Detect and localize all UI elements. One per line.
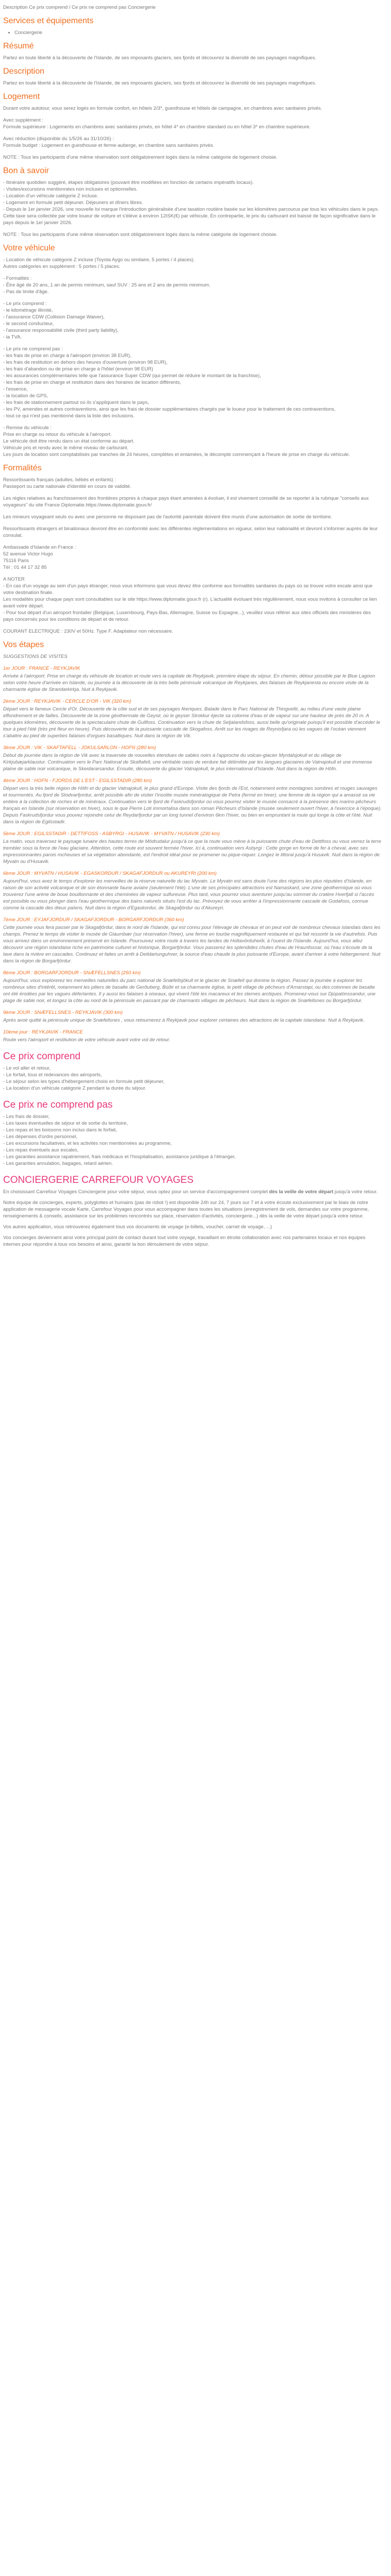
text-line: Autres catégories en supplément : 5 portes / 5 places. — [3, 264, 121, 269]
text-line: Le véhicule doit être rendu dans un état conforme au départ. — [3, 438, 135, 444]
text-line: - l'assurance responsabilité civile (third party liability), — [3, 328, 119, 333]
step-title: 4ème JOUR : HOFN - FJORDS DE L'EST - EGILSSTADIR (280 km) — [3, 778, 152, 784]
text-line: NOTE : Tous les participants d'une même réservation sont obligatoirement logés dans la même catégorie de logement choisie. — [3, 232, 278, 238]
text-line: - le kilométrage illimité, — [3, 308, 53, 313]
text-line: - Pas de limite d'âge. — [3, 289, 49, 295]
text-line: - En cas d'un voyage au sein d'un pays étranger, nous vous informons que vous devez être conforme aux formalités sanitaires du pays où se trouve votre escale ainsi que votre destination finale. — [3, 583, 373, 596]
text-line: - Itinéraire quotidien suggéré, étapes obligatoires (pouvant être modifiées en fonction de certains impératifs locaux). — [3, 180, 254, 185]
text-line: - Le vol aller et retour, — [3, 1065, 51, 1071]
text-line: Durant votre autotour, vous serez logés en formule confort, en hôtels 2/3*, guesthouse et hôtels de campagne, en chambres avec sanitaires privés. — [3, 106, 322, 111]
page-header: Description Ce prix comprend / Ce prix ne comprend pas Conciergerie — [3, 5, 156, 10]
spacer — [3, 520, 382, 526]
text-line: Avec supplément : — [3, 117, 43, 123]
bon-a-savoir-heading: Bon à savoir — [3, 166, 49, 175]
text-line: - Les repas éventuels aux escales, — [3, 1147, 79, 1153]
text-line: Véhicule pris et rendu avec le même niveau de carburant. — [3, 445, 128, 451]
text-line: - Formalités : — [3, 276, 32, 281]
text-line: - Les taxes éventuelles de séjour et de sortie du territoire, — [3, 1121, 128, 1126]
description-heading: Description — [3, 67, 45, 76]
vehicule-text — [3, 257, 382, 458]
text-line: 75116 Paris — [3, 558, 29, 564]
text-line: - Logement en formule petit déjeuner. Déjeuners et dîners libres. — [3, 200, 143, 206]
text-line: - la location de GPS, — [3, 393, 48, 399]
text-line: - les frais de prise en charge à l'aéroport (environ 38 EUR), — [3, 353, 132, 359]
text-line: - l'assurance CDW (Collision Damage Waiver), — [3, 314, 105, 320]
text-line: - Les excursions facultatives, et les activités non mentionnées au programme, — [3, 1141, 172, 1146]
text-line: - Le prix ne comprend pas : — [3, 346, 63, 352]
step-description: Aujourd'hui, vous avez le temps d'explorer les merveilles de la réserve naturelle du lac Myvatn. Le Myvatn est sans doute l'une des régions les plus réputées d'Islande, en raison de son activité volcanique et de son étonnante faune aviaire (seulement l'été). L'une de ses principales attractions est Namaskard, une zone géothermique où vous trouverez l'une arène de boue bouillonnante et des cheminées de vapeur sulfureuse. Plus tard, vous pourrez vous aventurer jusqu'au sommet du cratère Hverfjall si l'accès est possible ou vous plonger dans l'eau géothermique des bains naturels situés l'est du lac. Prévoyez de vous arrêter à l'impressionnante cascade de Godafoss, connue comme la cascade des dieux païens. Nuit dans la région d'Egaskordur, de Skagafjördur ou d'Akureyri. — [3, 878, 374, 911]
text-line: - Depuis le 1er janvier 2026, une nouvelle loi marque l'introduction généralisée d'une taxation routière basée sur les kilomètres parcourus par tous les véhicules dans le pays. Cette taxe sera collectée par votre loueur de voiture et s'élève à environ 12ISK(€) par véhicule. En contrepartie, le prix du carburant est baissé de façon significative dans le pays depuis le 1er janvier 2026. — [3, 207, 379, 226]
formalites-text — [3, 477, 382, 635]
text-line: - Le prix comprend : — [3, 301, 47, 307]
text-line: - la TVA. — [3, 334, 22, 340]
conciergerie-paragraph-1 — [3, 1189, 382, 1195]
text-line: - Les garanties assistance rapatriement, frais médicaux et l'hospitalisation, assistance juridique à l'étranger, — [3, 1154, 236, 1160]
comprend-heading: Ce prix comprend — [3, 1051, 80, 1062]
comprend-list — [3, 1065, 382, 1092]
text-line: Passeport ou carte nationale d'identité en cours de validité. — [3, 484, 132, 489]
text-line: - Le forfait, tous et redevances des aéroports, — [3, 1072, 102, 1078]
conciergerie-text-1a: En choisissant Carrefour Voyages Conciergerie pour votre séjour, vous optez pour un service d'accompagnement complet — [3, 1189, 269, 1195]
conciergerie-text-1c: jusqu'à votre retour. — [333, 1189, 378, 1195]
conciergerie-paragraph-3: Vos autres application, vous retrouverez également tous vos documents de voyage (e-billets, voucher, carnet de voyage, ...) — [3, 1224, 272, 1230]
logement-heading: Logement — [3, 92, 40, 101]
text-line: Les règles relatives au franchissement des frontières propres à chaque pays étant amenées à évoluer, il est vivement conseillé de se reporter à la rubrique "conseils aux voyageurs" du site France Diplomatie.https://www.diplomatie.gouv.fr/ — [3, 496, 369, 508]
text-line: - les frais de restitution en dehors des heures d'ouverture (environ 98 EUR), — [3, 360, 168, 365]
text-line: Ambassade d'Islande en France : — [3, 545, 76, 550]
step-description: Cette journée vous fera passer par le Skagafjördur, dans le nord de l'Islande, qui est connu pour l'élevage de chevaux et on peut voir de nombreux chevaux islandais dans les champs. Prenez le temps de visiter le musée de Glaumbær (sur réservation l'hiver), une ferme en tourbe magnifiquement restaurée et qui fait ressortir la vie d'autrefois. Puis vous arrivez dans un environnement préservé en Islande. Poursuivez votre route à travers les landes de Holtavörduheiði, à l'ouest de l'Islande. Aujourd'hui, vous allez découvrir une région islandaise riche en patrimoine culturel et historique, Borgarfjördur. Vous passerez les splendides chutes d'eau de Hraunfossar, où l'eau s'écoule de la lave dans la rivière en cascades. Continuez et faites un arrêt à Deildartunguhver, la source d'eau chaude la plus puissante d'Europe, avant d'arriver à votre hébergement. Nuit dans la région de Borgarfjördur. — [3, 925, 381, 964]
steps-list — [3, 665, 382, 1043]
text-line: Les jours de location sont comptabilisés par tranches de 24 heures, complètes et entamées, le décompte commençant à l'heure de prise en charge du véhicule. — [3, 452, 350, 457]
etapes-heading: Vos étapes — [3, 640, 44, 649]
resume-heading: Résumé — [3, 42, 34, 50]
text-line: - Les dépenses d'ordre personnel, — [3, 1134, 77, 1140]
services-heading: Services et équipements — [3, 16, 94, 25]
spacer — [3, 509, 382, 514]
text-line: - Visites/excursions mentionnées non incluses et optionnelles. — [3, 187, 138, 192]
step-title: 2ème JOUR : REYKJAVIK - CERCLE D'OR - VIK (320 km) — [3, 699, 132, 704]
text-line: A NOTER — [3, 577, 25, 582]
text-line: Ressortissants étrangers et binationaux devront être en conformité avec les différentes réglementations en vigueur, selon leur nationalité et devront s'informer auprès de leur consulat. — [3, 526, 378, 538]
step-description: Aujourd'hui, vous explorerez les merveilles naturelles du parc national de Snæfellsjökull et le glacier de Snæfell qui domine la région. Passez la journée à explorer les nombreux sites d'intérêt, notamment les piliers de basalte de Gerðuberg, Búðir et sa charmante église, le petit village de pêcheurs d'Arnarstapi, ou des colonnes de basalte ont été érodées par les vagues déferlantes. Il y aussi les falaises à oiseaux, qui vivent l'été les macareux et les sternes arctiques. Promenez-vous sur Djúpalónssandur, une plage de sable noir, et longez la côte au nord de la péninsule en passant par de charmants villages de pêcheurs. Nuit dans la région de Snæfellsnes ou Borgarfjördur. — [3, 978, 376, 1004]
step-description: Départ vers la très belle région de Höfn et du glacier Vatnajokull, le plus grand d'Europe. Visite des fjords de l'Est, notamment entre montagnes sombres et rouges sauvages et tourmentés. Au fjord de Stodvarfjordur, arrêt possible afin de visiter l'insolite musée minéralogique de Petra (fermé en hiver). une femme de la région qui a amassé sa vie entière à la collection de roches et de minéraux. Continuation vers le fjord de Faskrudsfjordur où vous pourrez visiter le musée consacré à la présence des marins-pêcheurs français en Islande (sur réservation en hiver), sous le que Pierre Loti immortalisa dans son roman Pêcheurs d'Islande (musée seulement ouvert l'hiver, à l'exercice à l'époque). Depuis Faskrudsfjordur vous pouvez rejoindre celui de Reydarfjordur par un long tunnel d'environ 6km l'hiver, ou bien en empruntant la route qui longe la côte et l'été. Nuit dans la région de Egilsstadir. — [3, 786, 382, 825]
step-description: Route vers l'aéroport et restitution de votre véhicule avant votre vol de retour. — [3, 1037, 171, 1043]
conciergerie-paragraph-2: Notre équipe de concierges, experts, polyglottes et humains (pas de robot !) est disponible 24h sur 24, 7 jours sur 7 et à votre écoute exclusivement par le biais de notre application de messagerie vocale Karte, Carrefour Voyages pour vous accompagner dans toutes les situations (enregistrement de vols, demandes sur votre programme, renseignements & conseils, assistance sur les problèmes rencontrés sur place, réservation d'activités, conciergerie...) dès la veille de votre départ jusqu'à votre retour. — [3, 1200, 369, 1219]
text-line: - les PV, amendes et autres contraventions, ainsi que les frais de dossier supplémentaires chargés par le loueur pour le traitement de ces contraventions, — [3, 406, 336, 412]
text-line: - Être âgé de 20 ans, 1 an de permis minimum, sauf SUV : 25 ans et 2 ans de permis minimum. — [3, 282, 210, 288]
step-description: Après avoir quitté la péninsule unique de Snæfellsnes , vous retournerez à Reykjavik pour explorer certaines des attractions de la capitale islandaise. Nuit à Reykjavik. — [3, 1018, 365, 1023]
ne-comprend-heading: Ce prix ne comprend pas — [3, 1099, 113, 1110]
conciergerie-paragraph-4: Vos concierges deviennent ainsi votre principal point de contact durant tout votre voyage, travaillant en étroite collaboration avec nos partenaires locaux et nos équipes internes pour répondre à tous vos besoins et ainsi, garantir la bon déroulement de votre séjour. — [3, 1235, 366, 1247]
step-title: 8ème JOUR : BORGARFJORDUR - SNÆFELLSNES (250 km) — [3, 970, 141, 976]
text-line: Avec réduction (disponible du 1/5/26 au 31/10/26) : — [3, 136, 114, 142]
spacer — [3, 112, 382, 117]
conciergerie-heading: CONCIERGERIE CARREFOUR VOYAGES — [3, 1175, 194, 1185]
text-line: - l'essence, — [3, 386, 28, 392]
step-title: 6ème JOUR : MYVATN / HUSAVIK - EGASKORDUR / SKAGAFJORDUR ou AKUREYRI (200 km) — [3, 871, 217, 876]
text-line: COURANT ELECTRIQUE : 230V et 50Hz. Type F. Adaptateur non nécessaire. — [3, 629, 173, 634]
step-description: Arrivée à l'aéroport. Prise en charge du véhicule de location et route vers la capitale de Reykjavik, première étape du séjour. En chemin, détour possible par le Blue Lagoon selon votre heure d'arrivée en Islande, ou journée à la découverte de la très belle péninsule volcanique de Reykjanes, des falaises de Reykjanesta ou encore visite de la charmante église de Strandarkirkja. Nuit à Reykjavik. — [3, 673, 376, 692]
spacer — [3, 295, 382, 300]
step-description: Départ vers le fameux Cercle d'Or. Découverte de la côte sud et de ses paysages féeriques. Balade dans le Parc National de Thingvellir, au milieu d'une vaste plaine effondrement et de failles. Découverte de la zone géothermale de Geysir, où le geyser Strokkur éjecte sa colonne d'eau et de vapeur sur une hauteur de près de 20 m. A quelques kilomètres, découverte de la spectaculaire chute de Gullfoss. Continuation vers la chute de Seljalandsfoss, aussi belle qu'originale puisqu'il est possible d'accéder le tour à pied l'été (très pré fleur en heure). Puis découverte de la puissante cascade de Skogafoss. Arrêt sur les rivages de Reynisfjara où les vagues de l'océan viennent s'abattre au pied de superbes falaises d'orgues basaltiques. Nuit dans la région de Vik. — [3, 706, 381, 739]
spacer — [3, 226, 382, 231]
text-line: Ressortissants français (adultes, bébés et enfants) : — [3, 477, 116, 483]
text-line: Formule supérieure : Logements en chambres avec sanitaires privés, en hôtel 4* en chambre standard ou en hôtel 3* en chambre supérieure. — [3, 124, 311, 130]
formalites-heading: Formalités — [3, 464, 42, 472]
text-line: Tél : 01 44 17 32 85 — [3, 565, 47, 570]
text-line: - les assurances complémentaires telle que l'assurance Super CDW (qui permet de réduire le montant de la franchise), — [3, 373, 261, 379]
logement-text — [3, 105, 382, 161]
text-line: - les frais d'abandon ou de prise en charge à l'hôtel (environ 98 EUR) — [3, 366, 153, 372]
text-line: - Pour tout départ d'un aéroport frontalier (Belgique, Luxembourg, Pays-Bas, Allemagne, Suisse ou Espagne...), veuillez vous référer aux sites officiels des ministères des pays concernés pour les conditions de départ et de retour. — [3, 610, 371, 622]
spacer — [3, 571, 382, 576]
text-line: - Location d'un véhicule catégorie Z incluse. — [3, 193, 99, 199]
text-line: - le second conducteur, — [3, 321, 54, 327]
text-line: - Les frais de dossier, — [3, 1114, 50, 1120]
service-item: • Conciergerie — [14, 29, 382, 36]
text-line: - tout ce qui n'est pas mentionné dans la liste des inclusions. — [3, 413, 135, 419]
text-line: Les mineurs voyageant seuls ou avec une personne ne disposant pas de l'autorité parentale doivent être munis d'une autorisation de sortie de territoire. — [3, 514, 332, 520]
step-description: Début de journée dans la région de Vik avec la traversée de nouvelles étendues de sables noirs à l'approche du volcan-glacier Myrdalsjokull et du village de Kirkjubæjarklaustur. Continuation vers le Parc National de Skaftafell, une véritable oasis de verdure fait délimitée par les langues glaciaires de Vatnajokull et une immense plaine de sable noir volcanique, le Skeidararsandur. Ensuite, découverte du glacier Vatnajokull, le plus international d'Islande. Nuit dans la région de Höfn. — [3, 753, 372, 772]
services-list — [3, 29, 382, 36]
text-line: - Remise du véhicule : — [3, 425, 52, 431]
text-line: NOTE : Tous les participants d'une même réservation sont obligatoirement logés dans la même catégorie de logement choisie. — [3, 155, 278, 160]
step-title: 3ème JOUR : VIK - SKAFTAFELL - JOKULSARLON - HOFN (280 km) — [3, 745, 156, 751]
spacer — [3, 341, 382, 346]
step-title: 5ème JOUR : EGILSSTADIR - DETTIFOSS - ASBYRGI - HUSAVIK - MYVATN / HUSAVIK (230 km) — [3, 831, 220, 837]
text-line: - Le séjour selon les types d'hébergement choisi en formule petit déjeuner, — [3, 1079, 165, 1084]
suggestions-label: SUGGESTIONS DE VISITES — [3, 654, 68, 659]
page — [0, 0, 385, 1257]
text-line: 52 avenue Victor Hugo — [3, 551, 53, 557]
text-line: - les frais de prise en charge et restitution dans des horaires de location différents, — [3, 380, 182, 385]
spacer — [3, 130, 382, 135]
step-description: La matin, vous traversez le paysage lunaire des hautes terres de Mödrudalur jusqu'à ce que la route vous mène à la puissante chute d'eau de Dettifoss ou vous verrez la terre trembler sous la force de l'eau glaciaire. Attention, cette route est souvent fermée l'hiver. Ici à, continuation vers Asbyrgi : Cette gorge en forme de fer à cheval, avec ses impressionnantes parois rocheuses et sa végétation abondante, est l'endroit idéal pour se promener ou pique-niquer. Longez le littoral jusqu'à Husavik. Nuit dans la région de Myvatn ou d'Husavik. — [3, 839, 381, 865]
spacer — [3, 490, 382, 495]
text-line: Formule budget : Logement en guesthouse et ferme-auberge, en chambre sans sanitaires privés. — [3, 143, 215, 148]
text-line: Les modalités pour chaque pays sont consultables sur le site https://www.diplomatie.gouv.fr (r). L'actualité évoluant très régulièrement, nous vous invitons à consulter ce lien avant votre départ. — [3, 597, 377, 609]
spacer — [3, 623, 382, 628]
text-line: - Les repas et les boissons non inclus dans le forfait, — [3, 1127, 117, 1133]
step-title: 9ème JOUR : SNÆFELLSNES - REYKJAVIK (300 km) — [3, 1010, 123, 1015]
ne-comprend-list — [3, 1113, 382, 1167]
step-title: 1er JOUR : FRANCE - REYKJAVIK — [3, 666, 80, 671]
text-line: - Les garanties annulation, bagages, retard aérien. — [3, 1161, 113, 1166]
resume-text: Partez en toute liberté à la découverte de l'Islande, de ses imposants glaciers, ses fjords et découvrez la diversité de ses paysages magnifiques. — [3, 55, 316, 61]
spacer — [3, 539, 382, 544]
description-text: Partez en toute liberté à la découverte de l'Islande, de ses imposants glaciers, ses fjords et découvrez la diversité de ses paysages magnifiques. — [3, 80, 316, 86]
step-title: 10ème jour : REYKJAVIK - FRANCE — [3, 1029, 83, 1035]
text-line: - Location de véhicule catégorie Z incluse (Toyota Aygo ou similaire, 5 portes / 4 places). — [3, 257, 195, 263]
vehicule-heading: Votre véhicule — [3, 244, 55, 252]
bon-a-savoir-text — [3, 179, 382, 238]
step-title: 7ème JOUR : EYJAFJORDUR / SKAGAFJORDUR - BORGARFJORDUR (360 km) — [3, 917, 184, 923]
spacer — [3, 270, 382, 275]
text-line: - les frais de stationnement partout où ils s'appliquent dans le pays, — [3, 400, 149, 405]
spacer — [3, 149, 382, 154]
text-line: - La location d'un véhicule catégorie Z pendant la durée du séjour. — [3, 1086, 146, 1091]
text-line: Prise en charge ou retour du véhicule à l'aéroport. — [3, 432, 112, 437]
spacer — [3, 419, 382, 425]
conciergerie-text-1b: dès la veille de votre départ — [269, 1189, 334, 1195]
